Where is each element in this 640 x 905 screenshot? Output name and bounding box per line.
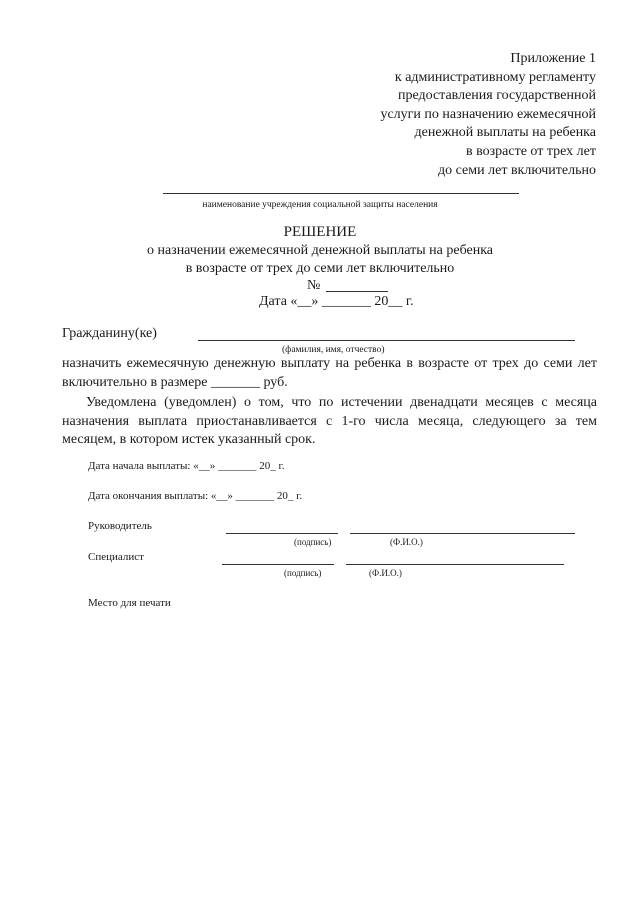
- decision-number-label: №: [307, 278, 321, 293]
- subtitle-line: в возрасте от трех до семи лет включительно: [185, 261, 455, 276]
- payment-start-date: Дата начала выплаты: «__» _______ 20_ г.: [88, 460, 285, 472]
- notice-paragraph: Уведомлена (уведомлен) о том, что по истечении двенадцати месяцев с месяца назначения выплата приостанавливается с 1-го числа месяца, следующего за тем месяцем, в котором истек указанный срок.: [62, 395, 597, 447]
- appendix-header: [380, 50, 596, 180]
- org-name-caption: наименование учреждения социальной защиты населения: [202, 200, 438, 210]
- head-name-line: [350, 533, 575, 534]
- citizen-name-caption: (фамилия, имя, отчество): [282, 345, 385, 355]
- specialist-role-label: Специалист: [88, 551, 144, 563]
- head-role-label: Руководитель: [88, 520, 152, 532]
- specialist-signature-caption: (подпись): [284, 568, 322, 578]
- appendix-line: в возрасте от трех лет: [466, 143, 596, 159]
- head-name-caption: (Ф.И.О.): [390, 537, 423, 547]
- head-signature-caption: (подпись): [294, 537, 332, 547]
- specialist-name-caption: (Ф.И.О.): [369, 568, 402, 578]
- stamp-place-label: Место для печати: [88, 597, 171, 609]
- citizen-label: Гражданину(ке): [62, 326, 157, 341]
- appendix-line: Приложение 1: [510, 51, 596, 66]
- payment-end-date: Дата окончания выплаты: «__» _______ 20_ г.: [88, 490, 303, 502]
- appendix-line: услуги по назначению ежемесячной: [380, 106, 596, 122]
- subtitle-line: о назначении ежемесячной денежной выплаты на ребенка: [146, 243, 494, 258]
- decision-subtitle: [0, 242, 640, 278]
- head-signature-line: [226, 533, 338, 534]
- specialist-name-line: [346, 564, 564, 565]
- appendix-line: до семи лет включительно: [438, 162, 596, 178]
- decision-number-line: [326, 291, 388, 292]
- decision-title: РЕШЕНИЕ: [283, 224, 357, 240]
- appendix-line: денежной выплаты на ребенка: [414, 125, 596, 141]
- appendix-line: к административному регламенту: [394, 69, 596, 85]
- specialist-signature-line: [222, 564, 334, 565]
- assignment-paragraph: назначить ежемесячную денежную выплату на ребенка в возрасте от трех до семи лет включительно в размере _______ руб.: [62, 356, 597, 390]
- decision-date: Дата «__» _______ 20__ г.: [259, 294, 414, 309]
- org-name-line: [163, 193, 519, 194]
- citizen-name-line: [198, 340, 575, 341]
- appendix-line: предоставления государственной: [397, 88, 596, 104]
